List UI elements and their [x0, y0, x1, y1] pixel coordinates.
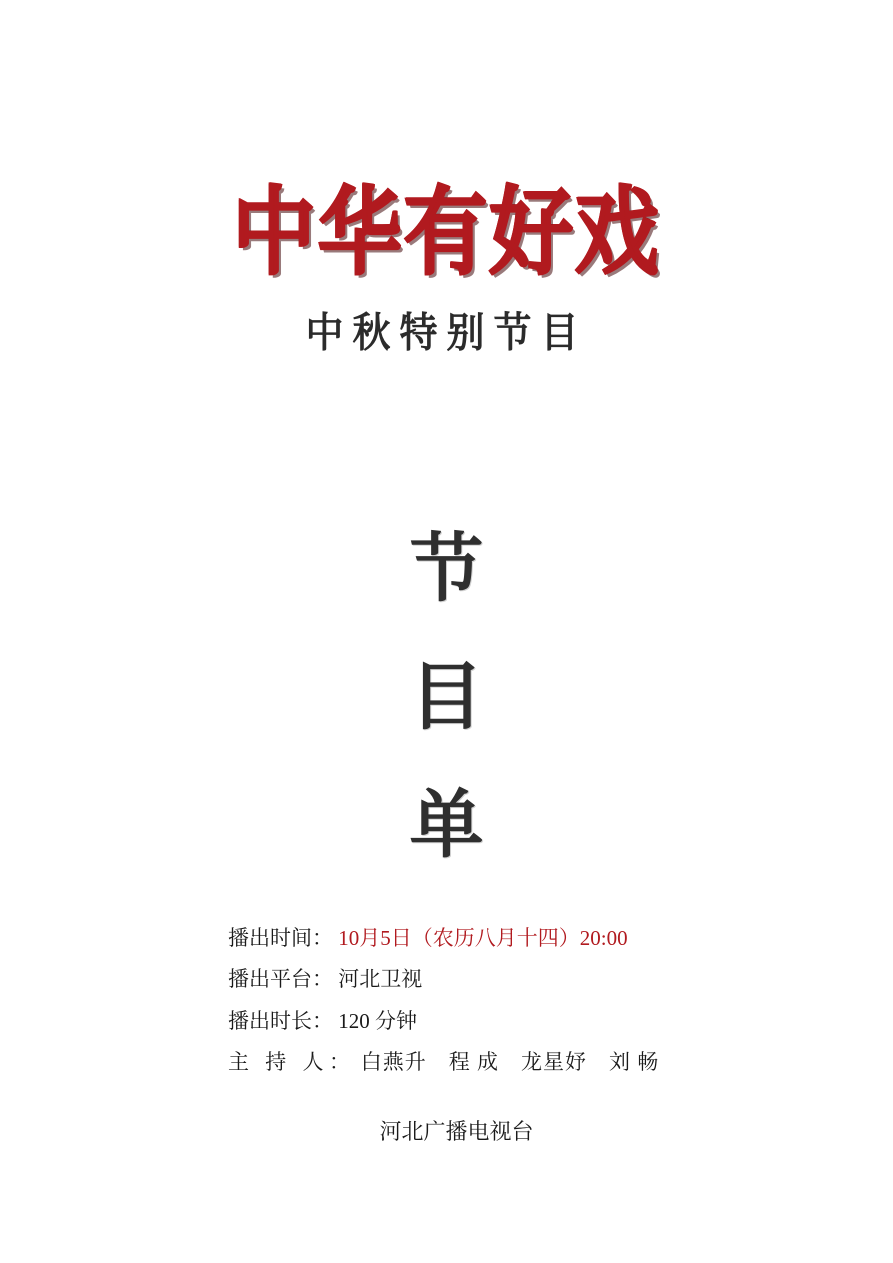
info-label-air-time: 播出时间： — [228, 926, 333, 950]
show-logo-title: 中华有好戏 — [232, 177, 661, 289]
vertical-heading-char-2: 目 — [409, 654, 484, 740]
info-row-channel — [228, 966, 748, 992]
vertical-heading — [0, 505, 893, 889]
show-subtitle: 中秋特别节目 — [305, 308, 588, 357]
info-label-duration: 播出时长： — [228, 1008, 333, 1033]
station-name: 河北广播电视台 — [379, 1119, 534, 1144]
info-value-channel: 河北卫视 — [338, 967, 423, 992]
vertical-heading-char-1: 节 — [409, 526, 484, 612]
vertical-heading-char-3: 单 — [409, 782, 484, 868]
info-row-hosts — [228, 1049, 748, 1075]
info-value-duration: 120 分钟 — [338, 1008, 417, 1033]
info-row-duration — [228, 1008, 748, 1034]
info-value-hosts: 白燕升 程 成 龙星妤 刘 畅 — [360, 1049, 660, 1074]
info-label-hosts: 主 持 人： — [228, 1049, 356, 1074]
info-row-air-time — [228, 925, 748, 951]
info-value-air-time: 10月5日（农历八月十四）20:00 — [338, 926, 628, 950]
broadcast-info-block — [228, 925, 748, 1090]
info-label-channel: 播出平台： — [228, 967, 333, 992]
